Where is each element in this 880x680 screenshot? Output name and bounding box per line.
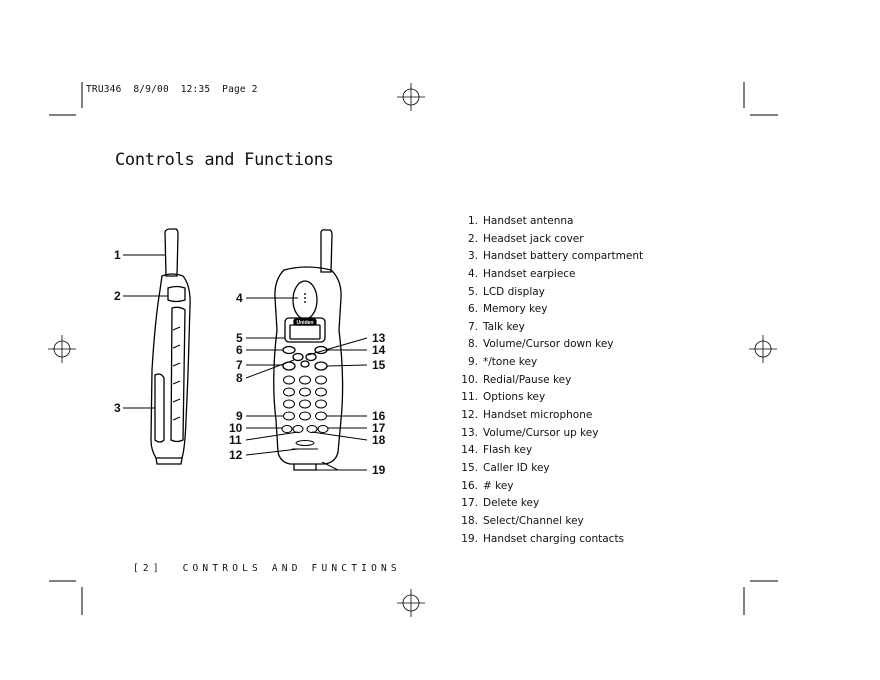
list-item: 13. Volume/Cursor up key xyxy=(461,426,599,439)
callout-17: 17 xyxy=(372,421,386,435)
parts-list xyxy=(456,213,643,548)
list-item: 7. Talk key xyxy=(467,320,525,333)
list-item: 11. Options key xyxy=(461,391,546,404)
list-item: 15. Caller ID key xyxy=(461,461,550,474)
list-item: 5. LCD display xyxy=(467,285,545,298)
callout-3: 3 xyxy=(114,401,121,415)
list-item: 10. Redial/Pause key xyxy=(461,373,572,386)
phone-brand-logo: Uniden xyxy=(296,320,314,326)
side-view-handset xyxy=(151,229,190,464)
list-item: 8. Volume/Cursor down key xyxy=(467,338,614,351)
list-item: 16. # key xyxy=(461,479,514,492)
page-title: Controls and Functions xyxy=(115,150,334,170)
callout-2: 2 xyxy=(114,289,121,303)
callout-13: 13 xyxy=(372,331,386,345)
print-slug: TRU346 8/9/00 12:35 Page 2 xyxy=(86,84,258,95)
callout-15: 15 xyxy=(372,358,386,372)
list-item: 19. Handset charging contacts xyxy=(461,532,625,545)
callout-5: 5 xyxy=(236,331,243,345)
callout-10: 10 xyxy=(229,421,243,435)
callout-1: 1 xyxy=(114,248,121,262)
callout-9: 9 xyxy=(236,409,243,423)
callout-12: 12 xyxy=(229,448,243,462)
list-item: 4. Handset earpiece xyxy=(467,267,576,280)
list-item: 17. Delete key xyxy=(461,497,540,510)
list-item: 12. Handset microphone xyxy=(461,409,593,422)
list-item: 9. */tone key xyxy=(467,356,538,369)
callout-6: 6 xyxy=(236,343,243,357)
callout-16: 16 xyxy=(372,409,386,423)
callout-19: 19 xyxy=(372,463,386,477)
callout-18: 18 xyxy=(372,433,386,447)
callout-4: 4 xyxy=(236,291,243,305)
page-footer: [2] CONTROLS AND FUNCTIONS xyxy=(133,563,401,574)
callout-leaders xyxy=(123,255,367,470)
list-item: 3. Handset battery compartment xyxy=(467,250,644,263)
list-item: 2. Headset jack cover xyxy=(467,232,584,245)
callout-11: 11 xyxy=(229,433,242,447)
list-item: 6. Memory key xyxy=(467,303,548,316)
callout-8: 8 xyxy=(236,371,243,385)
callout-14: 14 xyxy=(372,343,386,357)
list-item: 14. Flash key xyxy=(461,444,533,457)
list-item: 1. Handset antenna xyxy=(467,215,574,227)
list-item: 18. Select/Channel key xyxy=(461,514,584,527)
callout-7: 7 xyxy=(236,358,243,372)
